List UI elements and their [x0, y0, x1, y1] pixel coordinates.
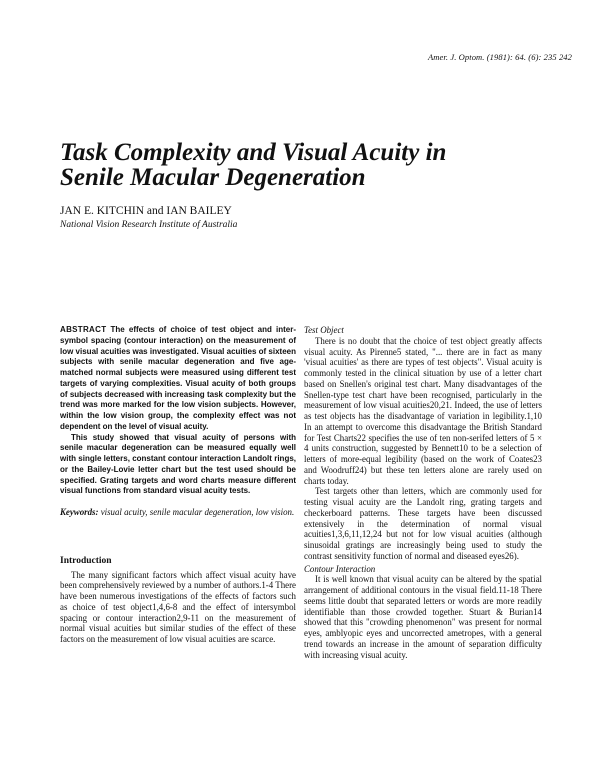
keywords: [60, 507, 296, 518]
introduction-paragraph-1: The many significant factors which affect visual acuity have been comprehensively reviewed by a number of authors.1-4 There have been numerous investigations of the effects of factors such as choice of test object1,4,6-8 and the effect of intersymbol spacing or contour interaction2,9-11 on the measurement of normal visual acuities but similar studies of the effect of these factors on the measurement of low visual acuities are scarce.: [60, 569, 296, 644]
abstract-paragraph-2: This study showed that visual acuity of persons with senile macular degeneration can be measured equally well with single letters, constant contour interaction Landolt rings, or the Bailey-Lovie letter chart but the test used should be specified. Grating targets and word charts measure different visual functions from standard visual acuity tests.: [60, 432, 296, 496]
introduction-heading: Introduction: [60, 555, 112, 566]
keywords-label: Keywords:: [60, 507, 99, 517]
right-column: [304, 325, 542, 660]
title-line-2: Senile Macular Degeneration: [60, 164, 366, 191]
contour-interaction-paragraph-1: It is well known that visual acuity can be altered by the spatial arrangement of additional contours in the visual field.11-18 There seems little doubt that separated letters or words are more readily identifiable than those crowded together. Stuart & Burian14 showed that this "crowding phenomenon" was present for normal eyes, amblyopic eyes and uncorrected ametropes, with a general trend towards an increase in the amount of separation difficulty with increasing visual acuity.: [304, 574, 542, 660]
abstract-text-1: The effects of choice of test object and inter-symbol spacing (contour interaction) on the measurement of low visual acuities was investigated. Visual acuities of sixteen subjects with senile macular degeneration and five age-matched normal subjects were measured using different test targets of varying complexities. Visual acuity of both groups of subjects decreased with increasing task complexity but the trend was more marked for the low vision subjects. However, within the low vision group, the complexity effect was not dependent on the level of visual acuity.: [60, 325, 296, 431]
abstract-paragraph-1: [60, 325, 296, 433]
test-object-paragraph-1: There is no doubt that the choice of test object greatly affects visual acuity. As Pirenne5 stated, "... there are in fact as many 'visual acuities' as there are types of test objects". Visual acuity is commonly tested in the clinical situation by use of a letter chart based on Snellen's original test chart. Many disadvantages of the Snellen-type test chart have been recognised, particularly in the measurement of low visual acuities20,21. Indeed, the use of letters as test objects has the disadvantage of variation in legibility.1,10 In an attempt to overcome this disadvantage the British Standard for Test Charts22 specifies the use of ten non-serifed letters of 5 × 4 units construction, suggested by Bennett10 to be a selection of letters of more-equal legibility (based on the work of Coates23 and Woodruff24) but these ten letters alone are rarely used on charts today.: [304, 335, 542, 486]
test-object-paragraph-2: Test targets other than letters, which are commonly used for testing visual acuity are the Landolt ring, grating targets and checkerboard patterns. These targets have been discussed extensively in the determination of normal visual acuities1,3,6,11,12,24 but not for low visual acuities (although sinusoidal gratings are increasingly being used to study the contrast sensitivity function of normal and diseased eyes26).: [304, 486, 542, 561]
test-object-heading: Test Object: [304, 325, 344, 335]
authors: JAN E. KITCHIN and IAN BAILEY: [60, 205, 232, 217]
title-line-1: Task Complexity and Visual Acuity in: [60, 139, 447, 166]
contour-interaction-heading: Contour Interaction: [304, 563, 376, 574]
abstract-label: ABSTRACT: [60, 325, 107, 334]
left-column: [60, 325, 296, 645]
keywords-text: visual acuity, senile macular degeneration, low vision.: [100, 507, 295, 517]
journal-citation: Amer. J. Optom. (1981): 64. (6): 235 242: [428, 52, 572, 62]
article-title: [60, 140, 560, 190]
affiliation: National Vision Research Institute of Australia: [60, 220, 238, 230]
